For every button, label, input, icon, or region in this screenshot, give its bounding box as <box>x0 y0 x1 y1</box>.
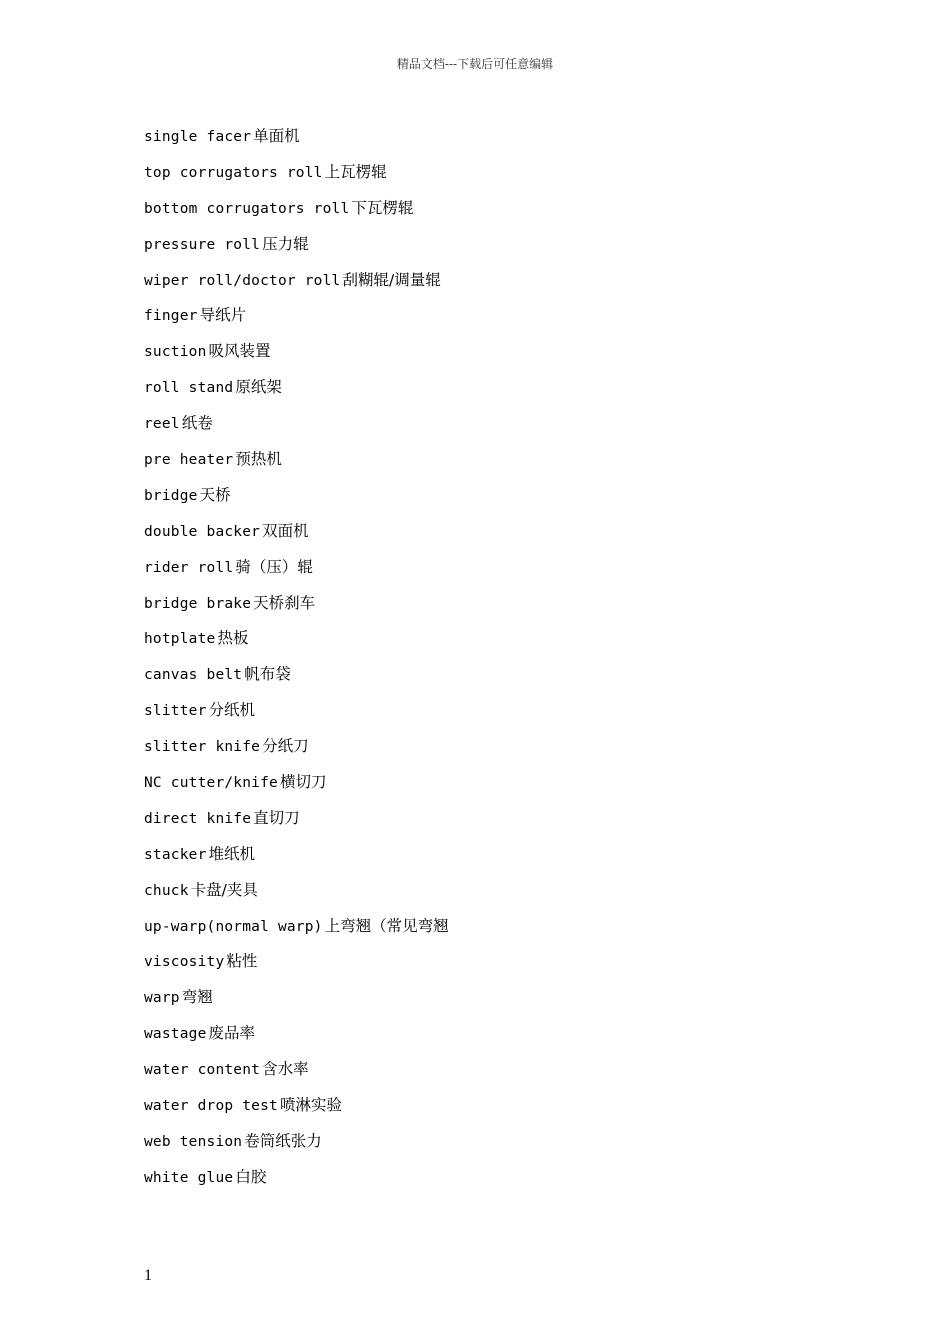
page-number: 1 <box>144 1267 152 1284</box>
entry-term: chuck <box>144 882 189 899</box>
entry-translation: 刮糊辊/调量辊 <box>342 270 441 289</box>
entry-term: finger <box>144 308 198 325</box>
glossary-entry <box>144 375 864 411</box>
glossary-entry <box>144 770 864 806</box>
entry-term: pre heater <box>144 452 234 469</box>
entry-translation: 分纸刀 <box>262 737 309 756</box>
entry-translation: 白胶 <box>235 1167 267 1186</box>
entry-translation: 压力辊 <box>262 234 309 253</box>
glossary-entry <box>144 662 864 698</box>
glossary-entry <box>144 591 864 627</box>
entry-term: top corrugators roll <box>144 164 323 181</box>
entry-term: wastage <box>144 1026 207 1043</box>
glossary-entry <box>144 1057 864 1093</box>
entry-term: bottom corrugators roll <box>144 200 350 217</box>
entry-translation: 上弯翘（常见弯翘 <box>324 916 449 935</box>
entry-term: hotplate <box>144 631 216 648</box>
entry-term: web tension <box>144 1133 243 1150</box>
glossary-entry <box>144 447 864 483</box>
glossary-entry <box>144 698 864 734</box>
glossary-entry <box>144 949 864 985</box>
entry-translation: 卷筒纸张力 <box>244 1131 322 1150</box>
entry-term: stacker <box>144 846 207 863</box>
entry-translation: 堆纸机 <box>208 844 256 863</box>
entry-translation: 粘性 <box>226 952 258 971</box>
entry-translation: 天桥 <box>199 485 231 504</box>
glossary-entry <box>144 483 864 519</box>
entry-term: direct knife <box>144 810 252 827</box>
glossary-entry <box>144 734 864 770</box>
entry-translation: 预热机 <box>235 450 282 469</box>
glossary-entry <box>144 519 864 555</box>
entry-term: white glue <box>144 1169 234 1186</box>
entry-translation: 横切刀 <box>279 773 327 792</box>
glossary-list <box>144 124 864 1201</box>
entry-term: wiper roll/doctor roll <box>144 272 341 289</box>
entry-term: double backer <box>144 523 261 540</box>
glossary-entry <box>144 985 864 1021</box>
glossary-entry <box>144 268 864 304</box>
entry-translation: 骑（压）辊 <box>235 557 313 576</box>
glossary-entry <box>144 196 864 232</box>
entry-term: up-warp(normal warp) <box>144 918 323 935</box>
entry-term: slitter <box>144 703 207 720</box>
entry-term: roll stand <box>144 380 234 397</box>
glossary-entry <box>144 232 864 268</box>
glossary-entry <box>144 124 864 160</box>
entry-term: slitter knife <box>144 739 261 756</box>
glossary-entry <box>144 1093 864 1129</box>
glossary-entry <box>144 1021 864 1057</box>
entry-translation: 天桥刹车 <box>253 593 316 612</box>
entry-translation: 直切刀 <box>253 808 300 827</box>
entry-term: bridge <box>144 487 198 504</box>
entry-translation: 弯翘 <box>181 988 213 1007</box>
glossary-entry <box>144 555 864 591</box>
entry-translation: 上瓦楞辊 <box>324 162 387 181</box>
entry-translation: 废品率 <box>208 1024 256 1043</box>
glossary-entry <box>144 842 864 878</box>
entry-translation: 帆布袋 <box>244 665 291 684</box>
entry-term: water content <box>144 1062 261 1079</box>
glossary-entry <box>144 303 864 339</box>
glossary-entry <box>144 878 864 914</box>
glossary-entry <box>144 626 864 662</box>
entry-term: suction <box>144 344 207 361</box>
entry-term: pressure roll <box>144 236 261 253</box>
entry-term: single facer <box>144 129 252 145</box>
entry-translation: 喷淋实验 <box>279 1096 342 1115</box>
entry-translation: 导纸片 <box>199 306 247 325</box>
entry-translation: 分纸机 <box>208 701 256 720</box>
entry-term: bridge brake <box>144 595 252 612</box>
entry-translation: 纸卷 <box>181 414 213 433</box>
entry-term: warp <box>144 990 180 1007</box>
entry-term: rider roll <box>144 559 234 576</box>
glossary-entry <box>144 339 864 375</box>
entry-translation: 原纸架 <box>235 378 282 397</box>
page-header: 精品文档---下载后可任意编辑 <box>396 57 554 71</box>
entry-term: canvas belt <box>144 667 243 684</box>
entry-term: water drop test <box>144 1098 278 1115</box>
entry-translation: 双面机 <box>262 521 309 540</box>
entry-translation: 下瓦楞辊 <box>351 198 414 217</box>
entry-translation: 含水率 <box>262 1060 309 1079</box>
glossary-entry <box>144 1129 864 1165</box>
entry-term: NC cutter/knife <box>144 775 278 792</box>
entry-term: viscosity <box>144 954 225 971</box>
glossary-entry <box>144 1165 864 1201</box>
glossary-entry <box>144 914 864 950</box>
entry-translation: 卡盘/夹具 <box>190 880 258 899</box>
entry-translation: 单面机 <box>253 127 300 145</box>
glossary-entry <box>144 411 864 447</box>
entry-term: reel <box>144 416 180 433</box>
entry-translation: 吸风装置 <box>208 342 271 361</box>
glossary-entry <box>144 806 864 842</box>
entry-translation: 热板 <box>217 629 249 648</box>
glossary-entry <box>144 160 864 196</box>
